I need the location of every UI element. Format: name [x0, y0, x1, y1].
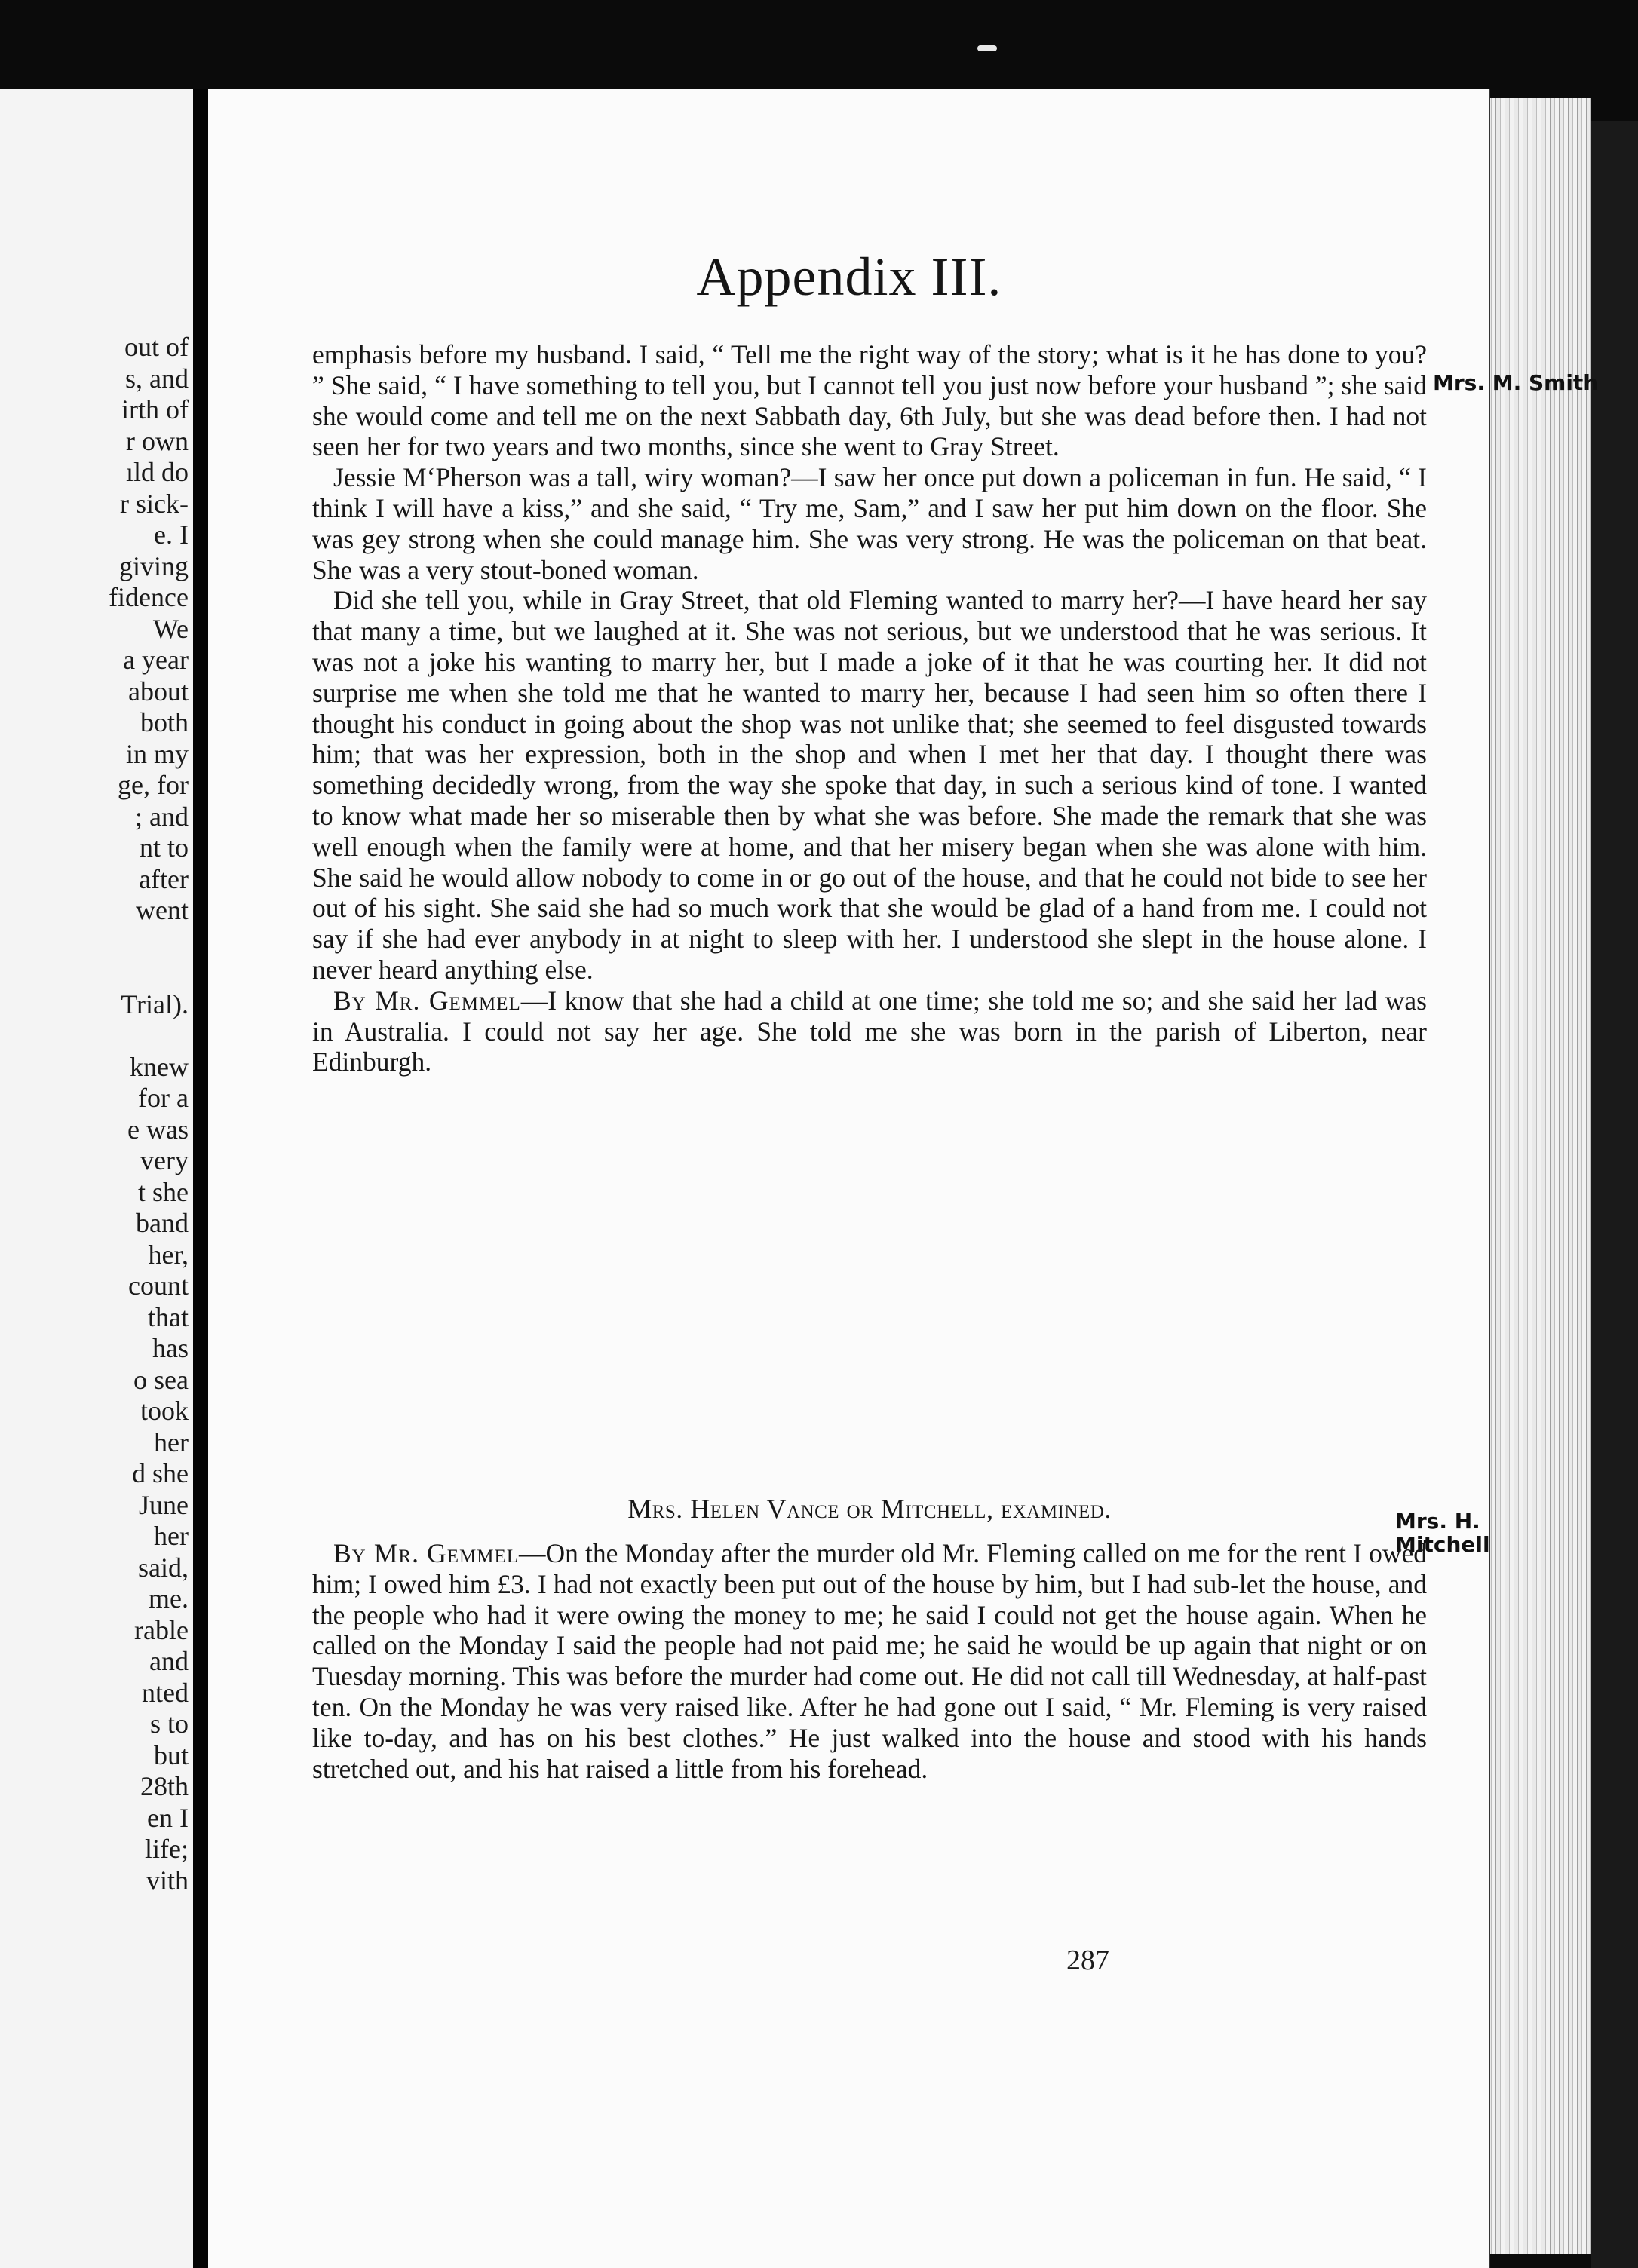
facing-page-line: e. I: [154, 519, 189, 550]
facing-page-line: both: [140, 707, 189, 737]
paragraph-text: —I know that she had a child at one time; she told me so; and she said her lad was in Australia. I could not say her age. She told me she was born in the parish of Liberton, near Edinburgh.: [312, 985, 1427, 1077]
facing-page-line: went: [136, 895, 189, 925]
facing-page-line: s, and: [125, 363, 189, 394]
book-gutter: [193, 89, 210, 2268]
examiner-label: By Mr. Gemmel: [333, 1538, 520, 1568]
paragraph: Jessie M‘Pherson was a tall, wiry woman?—I saw her once put down a policeman in fun. He said, “ I think I will have a kiss,” and she said, “ Try me, Sam,” and I saw her put him down on the floor. She was gey strong when she could manage him. She was very strong. He was the policeman on that beat. She was a very stout-boned woman.: [312, 462, 1427, 585]
page-edges: [1478, 98, 1591, 2254]
testimony-smith: [312, 339, 1427, 1077]
facing-page-line: her,: [148, 1239, 189, 1270]
facing-page-line: t she: [138, 1176, 189, 1207]
facing-page-line: irth of: [121, 394, 189, 424]
facing-page-line: her: [154, 1521, 189, 1551]
facing-page-line: o sea: [133, 1364, 189, 1395]
facing-page-line: 28th: [140, 1771, 189, 1801]
book-page: [208, 89, 1599, 2268]
facing-page-line: about: [128, 676, 189, 706]
facing-page-line: giving: [118, 550, 189, 581]
facing-page-line: ; and: [135, 801, 189, 832]
facing-page-line: that: [148, 1301, 189, 1332]
facing-page-line: said,: [138, 1552, 189, 1583]
page-number: 287: [1066, 1945, 1109, 1976]
facing-page-line: ıld do: [125, 457, 189, 487]
facing-page-line: count: [128, 1270, 189, 1301]
witness-heading: Mrs. Helen Vance or Mitchell, examined.: [627, 1494, 1112, 1524]
facing-page-line: in my: [125, 738, 189, 769]
facing-page-line: r own: [126, 425, 189, 456]
facing-page-line: has: [152, 1333, 189, 1363]
facing-page-text: [0, 332, 189, 1896]
facing-page-line: a year: [123, 645, 189, 675]
facing-page-line: vith: [146, 1865, 189, 1896]
facing-page-line: for a: [138, 1083, 189, 1113]
paragraph: [312, 1538, 1427, 1784]
testimony-mitchell: [312, 1538, 1427, 1784]
examiner-label: By Mr. Gemmel: [333, 985, 521, 1016]
facing-page-line: en I: [147, 1802, 189, 1833]
paragraph: [312, 985, 1427, 1077]
facing-page-line: and: [149, 1646, 189, 1676]
scan-artifact: [977, 45, 997, 51]
facing-page-line: June: [139, 1489, 189, 1520]
facing-page-line: d she: [132, 1458, 189, 1488]
facing-page-line: knew: [130, 1051, 189, 1082]
facing-page-line: but: [153, 1739, 189, 1770]
facing-page-line: nted: [142, 1677, 189, 1708]
facing-page-line: [0, 958, 189, 989]
facing-page-line: e was: [127, 1114, 189, 1145]
facing-page-line: very: [140, 1145, 189, 1175]
facing-page-line: after: [139, 863, 189, 894]
facing-page-line: [0, 927, 189, 958]
scan-background-edge: [1591, 121, 1638, 2268]
facing-page-line: [0, 1020, 189, 1052]
facing-page-line: rable: [134, 1614, 189, 1645]
facing-page-line: We: [152, 613, 189, 644]
paragraph-text: —On the Monday after the murder old Mr. Fleming called on me for the rent I owed him; I owed him £3. I had not exactly been put out of the house by him, but I had sub-let the house, and the people who had it were owing the money to me; he said I could not get the house again. When he called on the Monday I said the people had not paid me; he said he would be up again that night or on Tuesday morning. This was before the murder had come out. He did not call till Wednesday, at half-past ten. On the Monday he was very raised like. After he had gone out I said, “ Mr. Fleming is very raised like to-day, and has on his best clothes.” He just walked into the house and stood with his hands stretched out, and his hat raised a little from his forehead.: [312, 1538, 1427, 1784]
facing-page-line: fidence: [109, 582, 189, 612]
paragraph: emphasis before my husband. I said, “ Tell me the right way of the story; what is it he has done to you? ” She said, “ I have something to tell you, but I cannot tell you just now before your husband ”; she said she would come and tell me on the next Sabbath day, 6th July, but she was dead before then. I had not seen her for two years and two months, since she went to Gray Street.: [312, 339, 1427, 462]
facing-page-left: [0, 89, 193, 2268]
margin-note-line: Mitchell: [1395, 1532, 1490, 1557]
facing-page-line: nt to: [139, 832, 189, 863]
margin-note-line: Mrs. H.: [1395, 1509, 1480, 1534]
margin-note-witness: Mrs. M. Smith: [1433, 370, 1599, 395]
facing-page-line: me.: [149, 1583, 189, 1614]
facing-page-line: took: [140, 1396, 189, 1426]
facing-page-line: life;: [145, 1834, 189, 1864]
facing-page-line: Trial).: [121, 988, 189, 1019]
facing-page-line: r sick-: [120, 488, 189, 519]
facing-page-line: ge, for: [118, 770, 189, 800]
page-title: Appendix III.: [696, 247, 1002, 307]
facing-page-line: s to: [149, 1709, 189, 1739]
paragraph: Did she tell you, while in Gray Street, that old Fleming wanted to marry her?—I have heard her say that many a time, but we laughed at it. She was not serious, but we understood that he was serious. It was not a joke his wanting to marry her, but I made a joke of it that he was courting her. It did not surprise me when she told me that he wanted to marry her, because I had seen him so often there I thought his conduct in going about the shop was not unlike that; she seemed to feel disgusted towards him; that was her expression, both in the shop and when I met her that day. I thought there was something decidedly wrong, from the way she spoke that day, in such a serious kind of tone. I wanted to know what made her so miserable then by what she was before. She made the remark that she was well enough when the family were at home, and that her misery began when she was alone with him. She said he would allow nobody to come in or go out of the house, and that he could not bide to see her out of his sight. She said she had so much work that she would be glad of a hand from me. I could not say if she had ever anybody in at night to sleep with her. I understood she slept in the house alone. I never heard anything else.: [312, 585, 1427, 985]
facing-page-line: band: [136, 1208, 189, 1238]
facing-page-line: out of: [124, 332, 189, 362]
facing-page-line: her: [154, 1427, 189, 1457]
